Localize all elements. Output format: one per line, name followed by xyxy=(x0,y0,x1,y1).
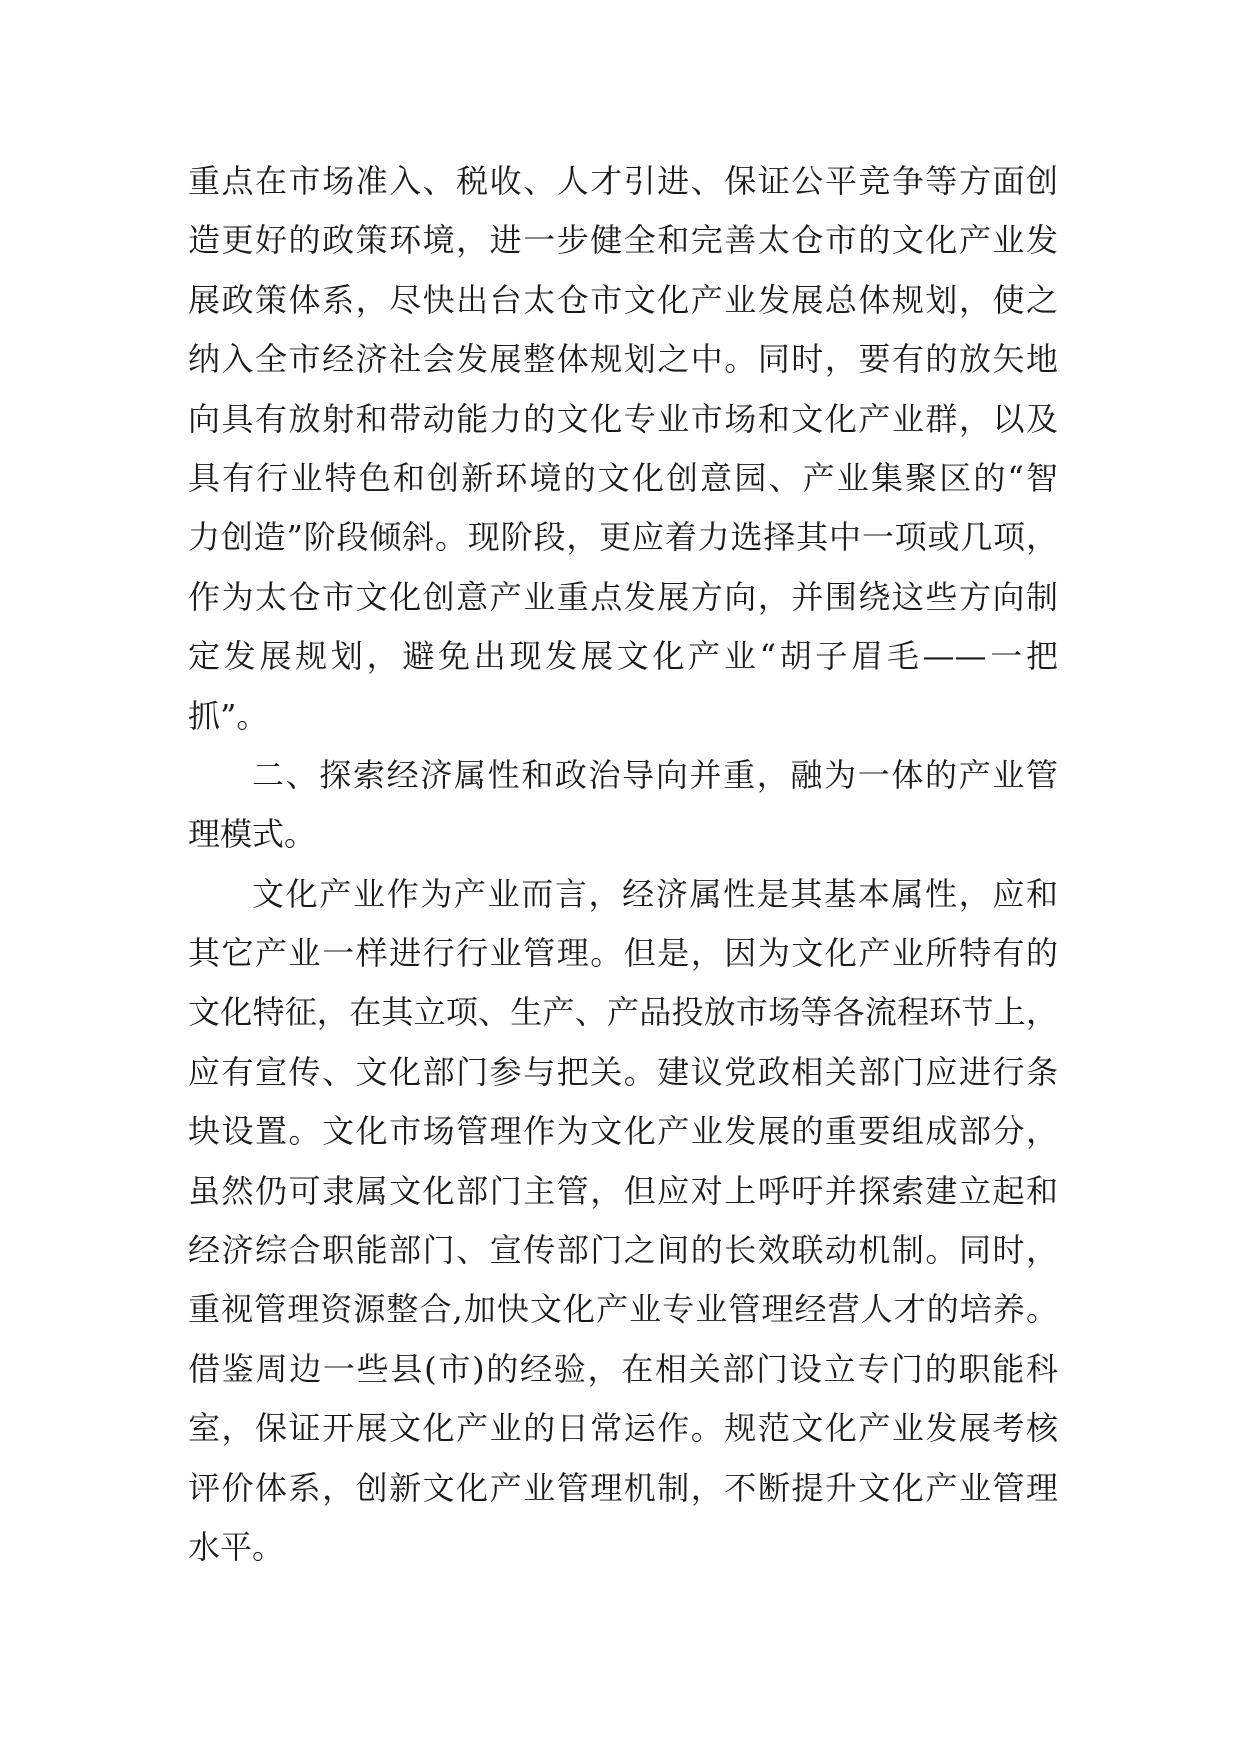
text-line: 块设置。文化市场管理作为文化产业发展的重要组成部分， xyxy=(188,1112,1058,1151)
text-line: 评价体系，创新文化产业管理机制，不断提升文化产业管理 xyxy=(188,1468,1058,1507)
heading-line: 理模式。 xyxy=(188,815,317,854)
text-line: 纳入全市经济社会发展整体规划之中。同时，要有的放矢地 xyxy=(188,340,1058,379)
text-line: 造更好的政策环境，进一步健全和完善太仓市的文化产业发 xyxy=(188,221,1058,260)
text-line: 水平。 xyxy=(188,1527,285,1566)
heading-line: 二、探索经济属性和政治导向并重，融为一体的产业管 xyxy=(252,755,1058,794)
document-body xyxy=(188,152,1058,1577)
text-line: 抓”。 xyxy=(188,696,269,735)
text-line: 其它产业一样进行行业管理。但是，因为文化产业所特有的 xyxy=(188,934,1058,973)
text-line: 重视管理资源整合,加快文化产业专业管理经营人才的培养。 xyxy=(188,1290,1058,1329)
text-line: 文化特征，在其立项、生产、产品投放市场等各流程环节上， xyxy=(188,993,1058,1032)
text-line: 具有行业特色和创新环境的文化创意园、产业集聚区的“智 xyxy=(188,458,1058,497)
text-line: 向具有放射和带动能力的文化专业市场和文化产业群，以及 xyxy=(188,399,1058,438)
text-line: 力创造”阶段倾斜。现阶段，更应着力选择其中一项或几项， xyxy=(188,518,1058,557)
text-line: 借鉴周边一些县(市)的经验，在相关部门设立专门的职能科 xyxy=(188,1349,1058,1388)
text-line: 重点在市场准入、税收、人才引进、保证公平竞争等方面创 xyxy=(188,162,1058,200)
text-line: 展政策体系，尽快出台太仓市文化产业发展总体规划，使之 xyxy=(188,280,1058,319)
text-line: 作为太仓市文化创意产业重点发展方向，并围绕这些方向制 xyxy=(188,577,1058,616)
paragraph-industry-management xyxy=(188,865,1058,1578)
section-heading-management-model xyxy=(188,746,1058,865)
text-line: 室，保证开展文化产业的日常运作。规范文化产业发展考核 xyxy=(188,1409,1058,1448)
text-line: 应有宣传、文化部门参与把关。建议党政相关部门应进行条 xyxy=(188,1052,1058,1091)
text-line: 文化产业作为产业而言，经济属性是其基本属性，应和 xyxy=(252,874,1058,913)
text-line: 经济综合职能部门、宣传部门之间的长效联动机制。同时， xyxy=(188,1231,1058,1270)
text-line: 虽然仍可隶属文化部门主管，但应对上呼吁并探索建立起和 xyxy=(188,1171,1058,1210)
text-line: 定发展规划，避免出现发展文化产业“胡子眉毛——一把 xyxy=(188,637,1058,676)
paragraph-policy-environment xyxy=(188,152,1058,746)
